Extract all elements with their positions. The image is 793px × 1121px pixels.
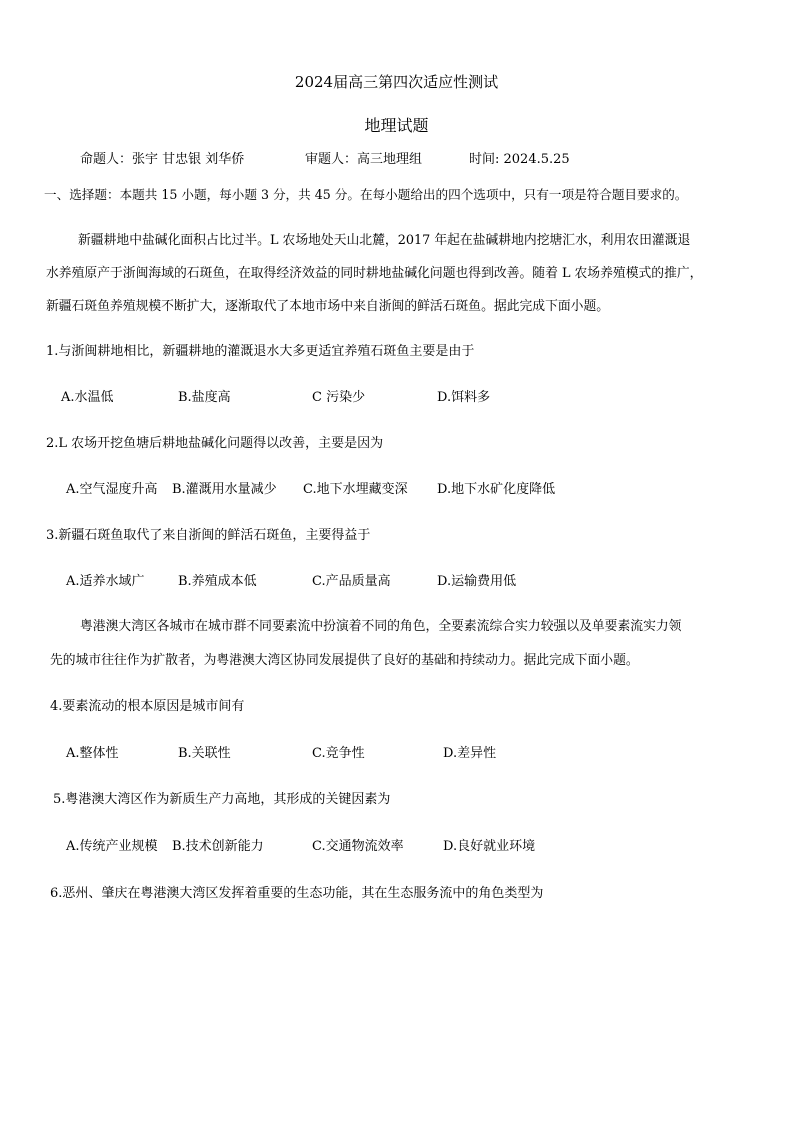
question-4-stem: 4.要素流动的根本原因是城市间有 bbox=[50, 699, 245, 714]
question-3-option-d: D.运输费用低 bbox=[437, 574, 517, 589]
passage1-line-2: 水养殖原产于浙闽海域的石斑鱼，在取得经济效益的同时耕地盐碱化问题也得到改善。随着 L 农场养殖模式的推广， bbox=[46, 266, 703, 281]
question-5-stem: 5.粤港澳大湾区作为新质生产力高地，其形成的关键因素为 bbox=[53, 792, 391, 807]
question-2-option-d: D.地下水矿化度降低 bbox=[437, 482, 556, 497]
question-2-stem: 2.L 农场开挖鱼塘后耕地盐碱化问题得以改善，主要是因为 bbox=[46, 436, 384, 451]
question-2-option-a: A.空气湿度升高 bbox=[66, 482, 158, 497]
question-4-option-a: A.整体性 bbox=[66, 746, 119, 761]
question-1-option-a: A.水温低 bbox=[61, 390, 114, 405]
exam-time: 时间: 2024.5.25 bbox=[469, 152, 570, 167]
question-1-option-d: D.饵料多 bbox=[437, 390, 491, 405]
question-4-option-b: B.关联性 bbox=[178, 746, 231, 761]
question-4-option-d: D.差异性 bbox=[443, 746, 497, 761]
question-1-option-c: C 污染少 bbox=[312, 390, 366, 405]
question-5-option-a: A.传统产业规模 bbox=[66, 839, 158, 854]
question-3-stem: 3.新疆石斑鱼取代了来自浙闽的鲜活石斑鱼，主要得益于 bbox=[46, 528, 371, 543]
exam-reviewer: 审题人：高三地理组 bbox=[305, 152, 423, 167]
passage2-line-2: 先的城市往往作为扩散者，为粤港澳大湾区协同发展提供了良好的基础和持续动力。据此完成下面小题。 bbox=[50, 653, 639, 668]
question-2-option-c: C.地下水埋藏变深 bbox=[303, 482, 408, 497]
question-3-option-a: A.适养水域广 bbox=[66, 574, 145, 589]
passage1-line-1: 新疆耕地中盐碱化面积占比过半。L 农场地处天山北麓，2017 年起在盐碱耕地内挖塘汇水，利用农田灌溉退 bbox=[78, 233, 691, 248]
exam-subject: 地理试题 bbox=[364, 116, 429, 135]
question-3-option-b: B.养殖成本低 bbox=[178, 574, 257, 589]
question-5-option-d: D.良好就业环境 bbox=[443, 839, 536, 854]
exam-title: 2024届高三第四次适应性测试 bbox=[294, 73, 499, 91]
question-1-option-b: B.盐度高 bbox=[178, 390, 231, 405]
passage1-line-3: 新疆石斑鱼养殖规模不断扩大，逐渐取代了本地市场中来自浙闽的鲜活石斑鱼。据此完成下面小题。 bbox=[46, 299, 610, 314]
question-6-stem: 6.恶州、肇庆在粤港澳大湾区发挥着重要的生态功能，其在生态服务流中的角色类型为 bbox=[50, 886, 544, 901]
question-3-option-c: C.产品质量高 bbox=[312, 574, 391, 589]
passage2-line-1: 粤港澳大湾区各城市在城市群不同要素流中扮演着不同的角色，全要素流综合实力较强以及单要素流实力领 bbox=[80, 619, 682, 634]
section-heading: 一、选择题：本题共 15 小题，每小题 3 分，共 45 分。在每小题给出的四个选项中，只有一项是符合题目要求的。 bbox=[44, 187, 688, 202]
exam-authors: 命题人：张宇 甘忠银 刘华侨 bbox=[80, 152, 245, 167]
question-4-option-c: C.竞争性 bbox=[312, 746, 365, 761]
question-1-stem: 1.与浙闽耕地相比，新疆耕地的灌溉退水大多更适宜养殖石斑鱼主要是由于 bbox=[46, 344, 475, 359]
question-2-option-b: B.灌溉用水量减少 bbox=[172, 482, 277, 497]
question-5-option-b: B.技术创新能力 bbox=[172, 839, 264, 854]
question-5-option-c: C.交通物流效率 bbox=[312, 839, 404, 854]
